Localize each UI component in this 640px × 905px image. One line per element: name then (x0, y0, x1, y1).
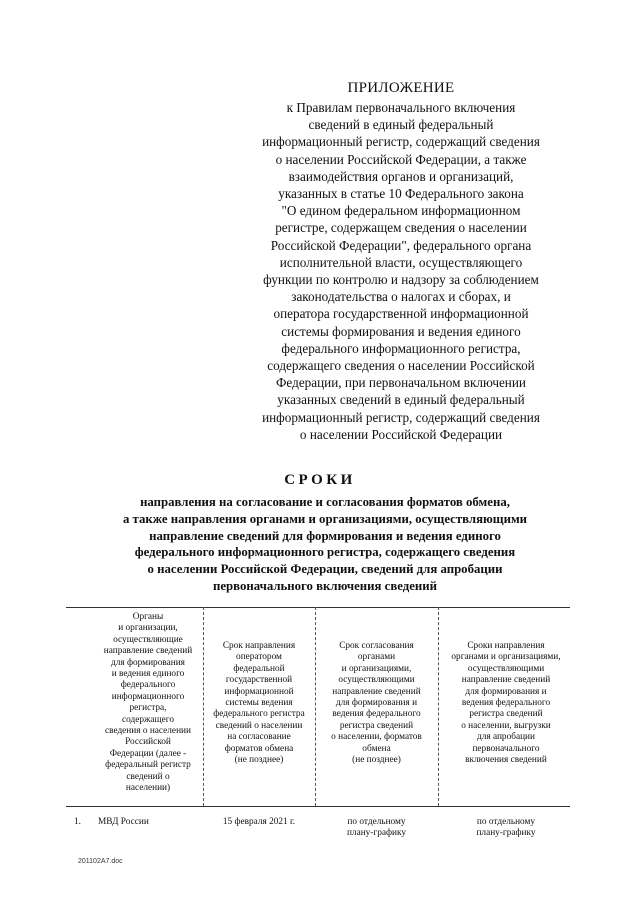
header-line: осуществляющие (113, 634, 183, 645)
upload-deadline-line: по отдельному (476, 817, 536, 827)
appendix-line: законодательства о налогах и сборах, и (291, 289, 511, 305)
header-line: и ведения единого (111, 669, 185, 680)
header-line: направление сведений (461, 675, 551, 686)
header-line: регистра сведений (339, 720, 414, 731)
appendix-line: функции по контролю и надзору за соблюдением (263, 272, 539, 288)
header-upload-deadline (440, 641, 572, 766)
header-line: (не позднее) (352, 755, 401, 766)
row-number: 1. (74, 817, 81, 827)
column-divider-1 (203, 607, 204, 806)
approval-deadline-line: по отдельному (347, 817, 406, 827)
document-subtitle (60, 494, 590, 595)
subtitle-line: первоначального включения сведений (212, 578, 438, 593)
header-line: информационного (111, 691, 185, 702)
appendix-line: исполнительной власти, осуществляющего (279, 254, 523, 270)
header-line: (не позднее) (234, 755, 284, 766)
header-line: Срок согласования (339, 641, 414, 651)
appendix-line: о населении Российской Федерации (299, 426, 503, 442)
subtitle-line: федерального информационного регистра, содержащего сведения (134, 545, 516, 560)
row-approval-deadline (317, 817, 436, 840)
column-divider-2 (315, 607, 316, 806)
appendix-line: о населении Российской Федерации, а также (275, 151, 527, 167)
appendix-line: к Правилам первоначального включения (286, 100, 516, 115)
header-organizations (96, 612, 200, 795)
appendix-text (236, 99, 566, 443)
header-line: для апробации (476, 732, 536, 743)
appendix-line: системы формирования и ведения единого (281, 323, 521, 339)
header-line: ведения федерального (461, 698, 551, 709)
header-line: федеральный регистр (105, 760, 191, 771)
header-line: населении) (125, 783, 171, 794)
header-line: для формирования и (465, 686, 547, 697)
header-line: о населении, выгрузки (461, 720, 551, 731)
subtitle-line: а также направления органами и организациями, осуществляющими (122, 511, 528, 526)
header-line: органами и организациями, (451, 652, 561, 663)
table-top-rule (66, 607, 570, 608)
header-line: сведения о населении (104, 726, 191, 737)
appendix-line: федерального информационного регистра, (281, 340, 521, 356)
header-line: Срок направления (222, 641, 296, 651)
header-line: федеральной (233, 663, 285, 674)
appendix-line: указанных сведений в единый федеральный (277, 392, 525, 408)
header-line: федерального (120, 680, 176, 691)
header-line: первоначального (472, 743, 540, 754)
appendix-line: регистре, содержащем сведения о населении (275, 220, 527, 236)
header-line: для формирования (111, 657, 185, 668)
header-line: Федерации (далее - (109, 748, 187, 759)
header-line: осуществляющими (467, 663, 545, 674)
header-line: ведения федерального (332, 709, 421, 720)
header-line: для формирования и (335, 698, 418, 709)
header-line: системы ведения (225, 698, 293, 709)
header-line: органами (357, 652, 396, 663)
header-line: Сроки направления (467, 641, 545, 651)
header-line: и организациями, (341, 663, 412, 674)
appendix-title: ПРИЛОЖЕНИЕ (347, 80, 455, 96)
header-line: федерального регистра (213, 709, 305, 720)
header-line: содержащего (121, 714, 175, 725)
document-title: СРОКИ (284, 472, 356, 488)
header-line: форматов обмена (224, 743, 294, 754)
header-line: информационной (224, 686, 294, 697)
header-line: на согласование (227, 732, 291, 743)
header-line: включения сведений (465, 755, 547, 766)
footer-filename: 201102A7.doc (78, 858, 123, 865)
row-organization: МВД России (98, 817, 149, 827)
header-line: сведений о (126, 771, 170, 782)
header-line: Органы (132, 612, 164, 622)
appendix-line: указанных в статье 10 Федерального закона (278, 186, 524, 202)
appendix-line: сведений в единый федеральный (308, 117, 494, 133)
header-line: о населении, форматов (331, 732, 422, 743)
header-submission-deadline (205, 641, 313, 766)
column-divider-3 (438, 607, 439, 806)
upload-deadline-line: плану-графику (476, 828, 536, 839)
header-line: направление сведений (332, 686, 421, 697)
appendix-line: взаимодействия органов и организаций, (288, 168, 514, 184)
header-line: направление сведений (103, 646, 193, 657)
header-line: обмена (362, 743, 391, 754)
row-submission-deadline: 15 февраля 2021 г. (222, 817, 296, 827)
header-line: оператором (236, 652, 282, 663)
header-line: и организации, (118, 623, 178, 634)
row-upload-deadline (440, 817, 572, 840)
approval-deadline-line: плану-графику (346, 828, 407, 839)
subtitle-line: направления на согласование и согласования форматов обмена, (140, 495, 510, 509)
subtitle-line: направление сведений для формирования и ведения единого (149, 528, 501, 543)
table-header-bottom-rule (66, 806, 570, 807)
header-approval-deadline (317, 641, 436, 766)
header-line: регистра, (129, 703, 167, 714)
header-line: Российской (125, 737, 171, 748)
appendix-line: информационный регистр, содержащий сведения (262, 134, 540, 150)
appendix-line: содержащего сведения о населении Российской (267, 358, 535, 374)
header-line: осуществляющими (338, 675, 415, 686)
header-line: регистра сведений (469, 709, 543, 720)
appendix-line: информационный регистр, содержащий сведения (262, 409, 540, 425)
subtitle-line: о населении Российской Федерации, сведений для апробации (147, 562, 503, 577)
appendix-line: оператора государственной информационной (273, 306, 529, 322)
appendix-block (236, 80, 566, 443)
appendix-line: "О едином федеральном информационном (281, 203, 521, 219)
appendix-line: Российской Федерации", федерального органа (270, 237, 532, 253)
header-line: сведений о населении (215, 720, 303, 731)
header-line: государственной (225, 675, 293, 686)
appendix-line: Федерации, при первоначальном включении (276, 375, 526, 391)
